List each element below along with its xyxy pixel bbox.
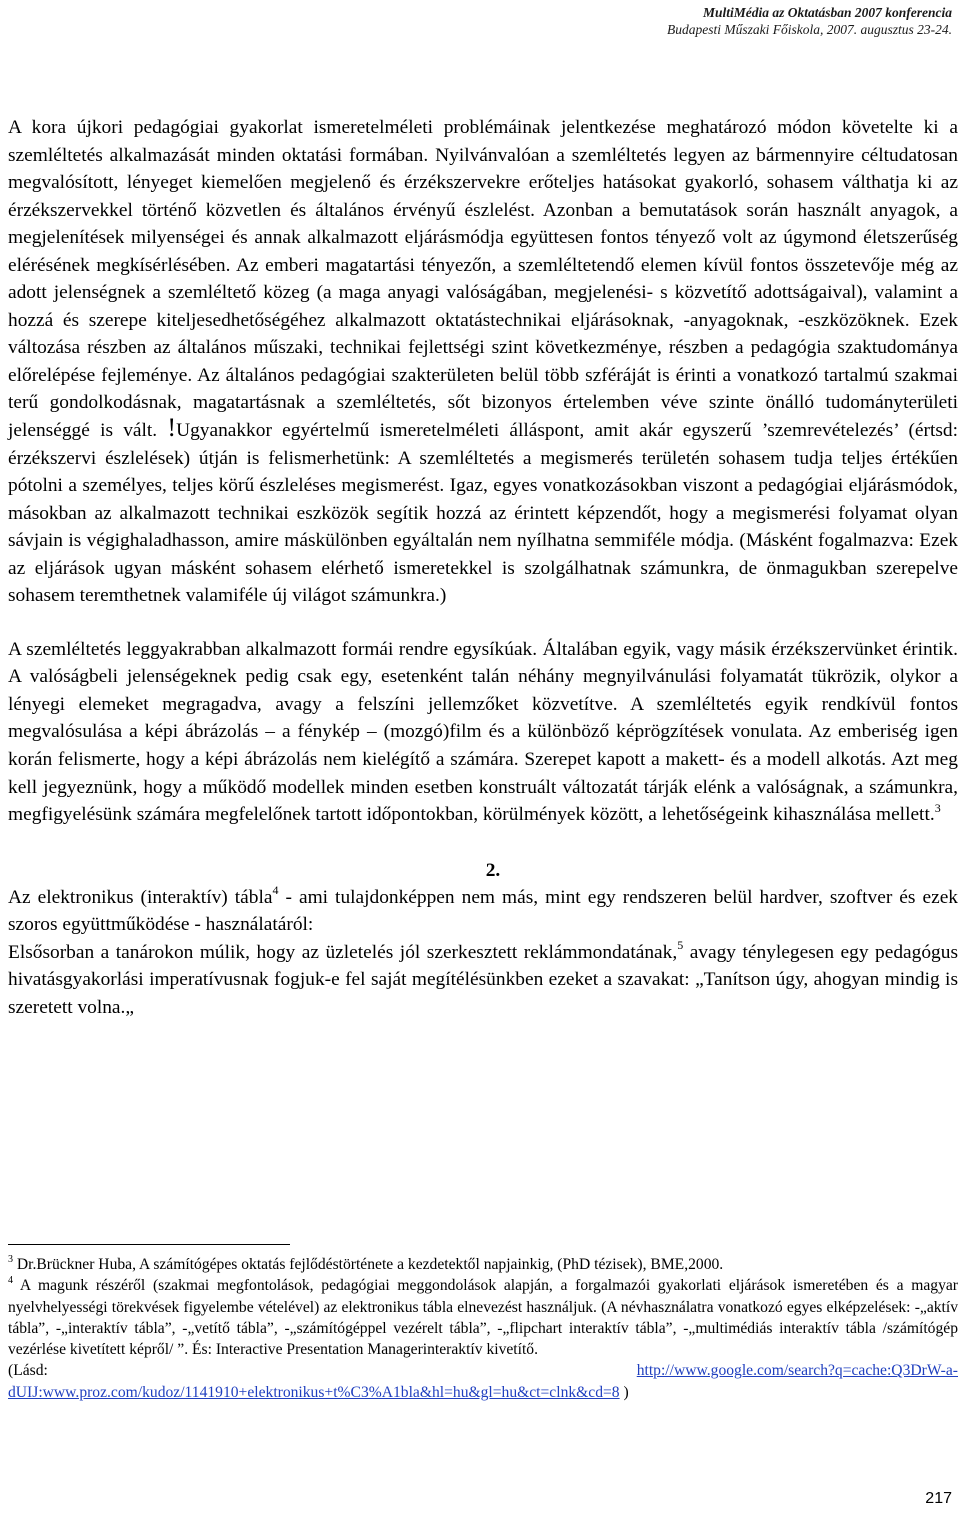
footnote-ref-4[interactable]: 4 <box>272 883 279 898</box>
paragraph-interactive-board <box>8 884 958 939</box>
paragraph-szemleltetes-history <box>8 114 958 610</box>
paragraph-text-part1: A kora újkori pedagógiai gyakorlat ismeretelméleti problémáinak jelentkezése meghatározó módon követelte ki a szemléltetés alkalmazását minden oktatási formában. Nyilvánvalóan a szemléltetés legyen az bármennyire céltudatosan megvalósított, lényeget kiemelően megjelenő és érzékszervekre erőteljes hatásokat gyakorló, sohasem válthatja ki az érzékszervekkel történő közvetlen és általános érvényű észlelést. Azonban a bemutatások során használt anyagok, a megjelenítések milyenségei és annak alkalmazott eljárásmódja együttesen fontos tényező volt az úgymond életszerűség elérésének megkísérlésében. Az emberi magatartási tényezőn, a szemléltetendő elemen kívül fontos összetevője még az adott jelenségnek a szemléltető közeg (a maga anyagi valóságában, megjelenési- s közvetítő adottságaival), valamint a hozzá és szerepe kiteljesedhetőségéhez alkalmazott oktatástechnikai eljárásoknak, -anyagoknak, -eszközöknek. Ezek változása részben az általános műszaki, technikai fejlettségi szint következménye, részben a pedagógia szaktudománya előrelépése fejleménye. Az általános pedagógiai szakterületen belül több szféráját is érinti a vonatkozó tartalmú szakmai terű gondolkodásnak, magatartásnak a szemléltetés, sőt bizonyos értelemben véve szinte önálló tudományterületi jelenséggé is vált. <box>8 117 958 442</box>
footnotes <box>8 1254 958 1403</box>
footnote-3 <box>8 1254 958 1275</box>
paragraph-teachers <box>8 939 958 1022</box>
paragraph-text-part2: Ugyanakkor egyértelmű ismeretelméleti álláspont, amit akár egyszerű ’szemrevételezés’ (értsd: érzékszervi észlelések) útján is felismerhetünk: A szemléltetés a megismerés területén sohasem tudja teljes értékűen pótolni a személyes, teljes körű észleléses megismerést. Igaz, egyes vonatkozásokban viszont a pedagógiai eljárásmódok, másokban az alkalmazott technikai eszközök segítik hozzá az érintett képzendőt, hogy a megismerési folyamat olyan sávjain is végighaladhasson, amire máskülönben egyáltalán nem nyílhatna semmiféle módja. (Másként fogalmazva: Ezek az eljárások ugyan másként sohasem elérhető ismeretekkel is szolgálhatnak számunkra, de önmagukban szerepelve sohasem teremthetnek valamiféle új világot számunkra.) <box>8 420 958 607</box>
conference-title: MultiMédia az Oktatásban 2007 konferencia <box>702 5 952 20</box>
footnote-text: Dr.Brückner Huba, A számítógépes oktatás fejlődéstörténete a kezdetektől napjainkig, (PhD tézisek), BME,2000. <box>13 1256 724 1273</box>
footnote-4 <box>8 1275 958 1403</box>
page-header <box>667 4 952 38</box>
footnote-see-close: ) <box>619 1383 629 1401</box>
footnote-separator <box>8 1244 290 1245</box>
conference-venue: Budapesti Műszaki Főiskola, 2007. augusztus 23-24. <box>667 22 952 37</box>
paragraph-szemleltetes-forms <box>8 636 958 829</box>
main-content <box>8 114 958 1021</box>
exclamation-mark: ! <box>167 413 177 443</box>
section-number: 2. <box>485 859 501 881</box>
footnote-ref-3[interactable]: 3 <box>934 800 941 815</box>
paragraph-text: Elsősorban a tanárokon múlik, hogy az üzletelés jól szerkesztett reklámmondatának, <box>8 941 678 963</box>
paragraph-text: - ami tulajdonképpen nem más, mint egy rendszeren belül hardver, szoftver és ezek szoros együttműködése - használatáról: <box>8 886 958 936</box>
footnote-number: 3 <box>8 1253 13 1265</box>
footnote-see-open: (Lásd: <box>8 1362 637 1380</box>
paragraph-text: A szemléltetés leggyakrabban alkalmazott formái rendre egysíkúak. Általában egyik, vagy másik érzékszervünket érintik. A valóságbeli jelenségeknek pedig csak egy, esetenként talán néhány megnyilvánulási folyamatát tükrözik, olykor a lényegi elemeket megragadva, avagy a felszíni jellemzőket közvetítve. A szemléltetés egyik rendkívül fontos megvalósulása a képi ábrázolás – a fénykép – (mozgó)film és a különböző képrögzítések vonulata. Az emberiség igen korán felismerte, hogy a képi ábrázolás nem kielégítő a számára. Szerepet kapott a makett- és a modell alkotás. Azt meg kell jegyeznünk, hogy a működő modellek minden esetben konstruált változatát tárják elénk a valóságnak, a számunkra, megfigyelésünk számára megfelelőnek tartott időpontokban, körülmények között, a lehetőségeink kihasználása mellett. <box>8 638 958 826</box>
paragraph-text: avagy ténylegesen egy pedagógus hivatásgyakorlási imperatívusnak fogjuk-e fel saját megítélésünkben ezeket a szavakat: „Tanítson úgy, ahogyan mindig is szeretett volna.„ <box>8 941 958 1018</box>
page-number: 217 <box>925 1490 952 1507</box>
footnote-ref-5[interactable]: 5 <box>677 938 684 953</box>
footnote-number: 4 <box>8 1275 13 1287</box>
footnote-link[interactable]: http://www.google.com/search?q=cache:Q3DrW-a-dUIJ:www.proz.com/kudoz/1141910+elektronikus+t%C3%A1bla&hl=hu&gl=hu&ct=clnk&cd=8 <box>8 1362 958 1401</box>
paragraph-text: Az elektronikus (interaktív) tábla <box>8 886 273 908</box>
footnote-text: A magunk részéről (szakmai megfontolások, pedagógiai meggondolások alapján, a forgalmazói gyakorlati eljárások ismeretében és a magyar nyelvhelyességi törekvések figyelembe vételével) az elektronikus tábla elnevezést használjuk. (A névhasználatra vonatkozó egyes elképzelések: -„aktív tábla”, -„interaktív tábla”, -„vetítő tábla”, -„számítógéppel vezérelt tábla”, -„flipchart interaktív tábla”, -„multimédiás interaktív tábla /számítógép vezérlése kivetített képről/ ”. És: Interactive Presentation Managerinteraktív kivetítő. <box>8 1277 958 1359</box>
